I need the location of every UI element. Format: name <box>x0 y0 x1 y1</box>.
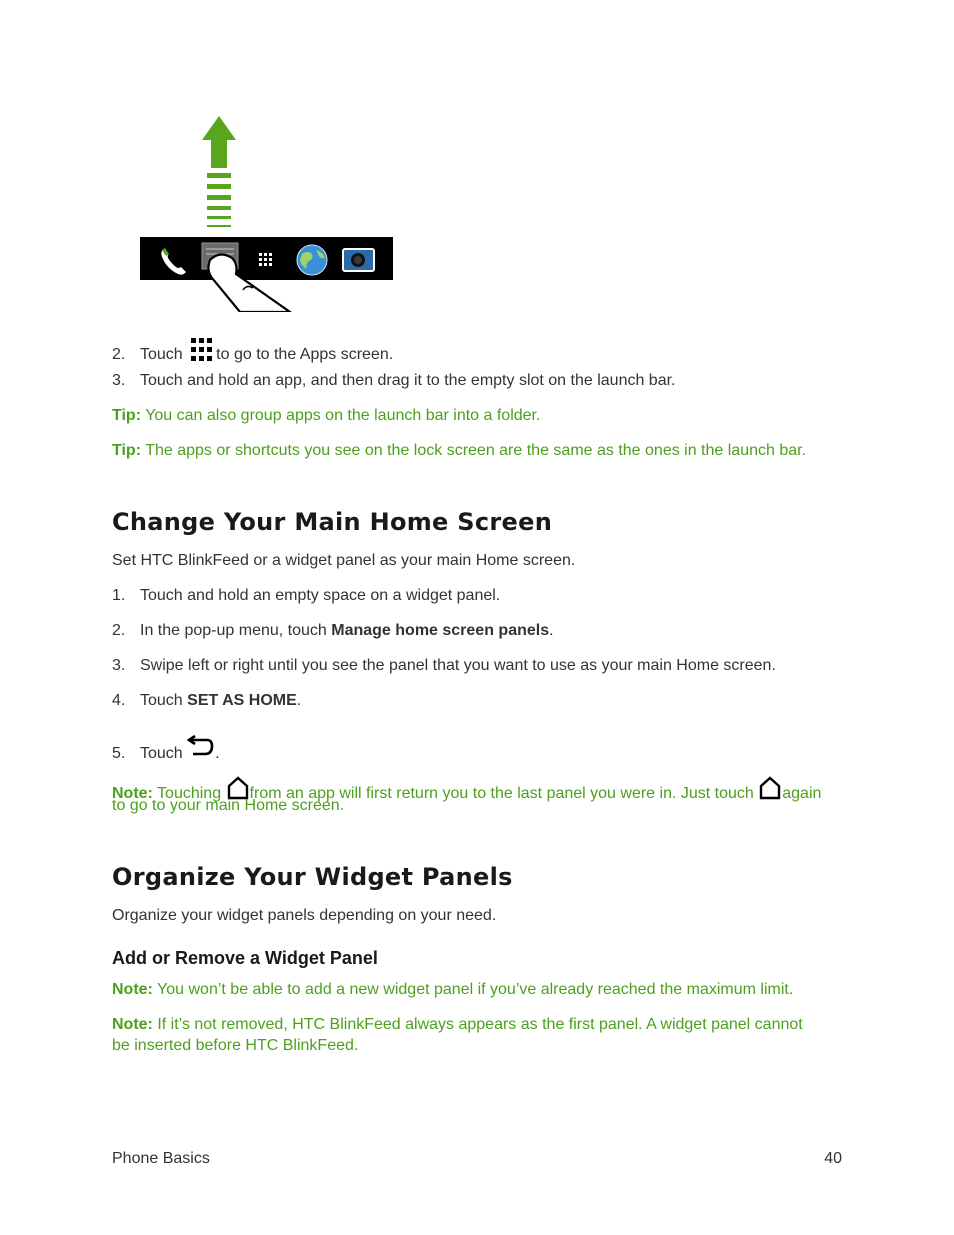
section2-intro: Organize your widget panels depending on your need. <box>112 907 497 924</box>
note-home-return-line2: to go to your main Home screen. <box>112 797 345 814</box>
footer-page-number: 40 <box>824 1150 842 1167</box>
apps-icon <box>259 253 272 266</box>
footer-section-name: Phone Basics <box>112 1150 210 1167</box>
tip-group-folder: Tip: You can also group apps on the launch bar into a folder. <box>112 407 541 424</box>
s1-step-4: 4. Touch SET AS HOME. <box>112 692 302 709</box>
s1-step-3: 3. Swipe left or right until you see the panel that you want to use as your main Home screen. <box>112 657 776 674</box>
step-2-apps: 2. Touch to go to the Apps screen. <box>112 337 393 365</box>
section-title-change-home: Change Your Main Home Screen <box>112 508 553 536</box>
home-icon <box>758 776 782 800</box>
step-3-drag: 3. Touch and hold an app, and then drag it to the empty slot on the launch bar. <box>112 372 676 389</box>
back-icon <box>187 734 215 758</box>
arrow-up-icon <box>202 116 236 227</box>
note-max-limit: Note: You won’t be able to add a new widget panel if you’ve already reached the maximum limit. <box>112 981 794 998</box>
note-blinkfeed-first: Note: If it’s not removed, HTC BlinkFeed always appears as the first panel. A widget panel cannot <box>112 1016 803 1033</box>
section1-intro: Set HTC BlinkFeed or a widget panel as your main Home screen. <box>112 552 576 569</box>
tip-lock-screen: Tip: The apps or shortcuts you see on the lock screen are the same as the ones in the launch bar. <box>112 442 807 459</box>
note-blinkfeed-first-line2: be inserted before HTC BlinkFeed. <box>112 1037 359 1054</box>
globe-icon <box>297 245 327 275</box>
section-title-organize-panels: Organize Your Widget Panels <box>112 863 513 891</box>
apps-grid-icon <box>189 337 215 363</box>
s1-step-1: 1. Touch and hold an empty space on a widget panel. <box>112 587 501 604</box>
launch-bar-illustration <box>140 112 393 312</box>
subsection-title-add-remove: Add or Remove a Widget Panel <box>112 948 378 968</box>
note-home-return: Note: Touching from an app will first return you to the last panel you were in. Just touch again <box>112 776 821 804</box>
camera-icon <box>343 249 374 271</box>
s1-step-5: 5. Touch . <box>112 734 220 764</box>
s1-step-2: 2. In the pop-up menu, touch Manage home screen panels. <box>112 622 554 639</box>
